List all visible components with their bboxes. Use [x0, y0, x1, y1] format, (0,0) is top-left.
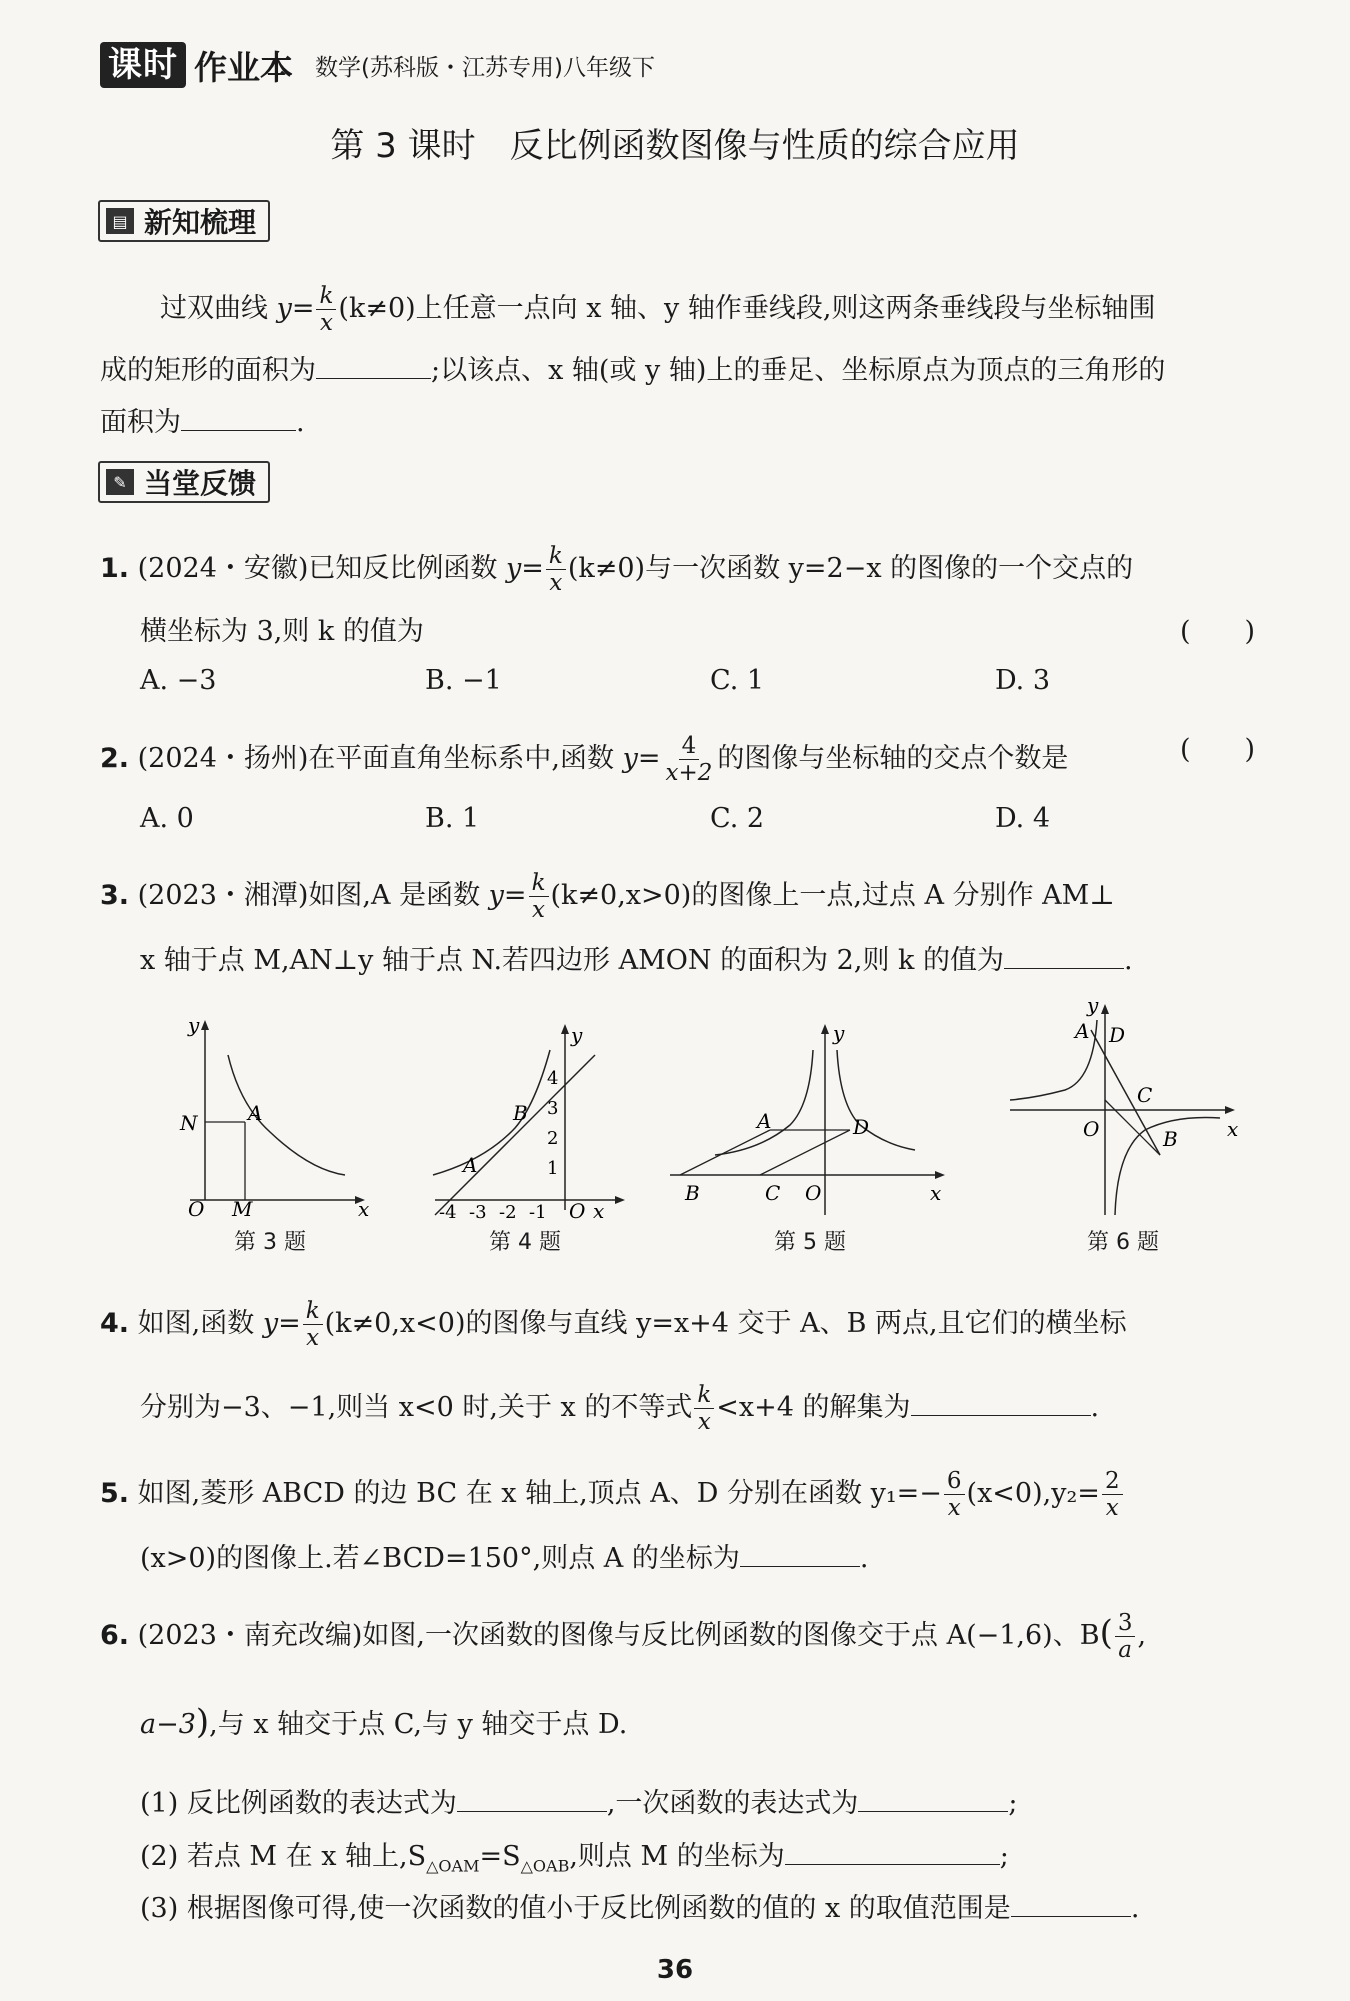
option-b[interactable]: B. −1	[425, 665, 502, 696]
figure-6-caption: 第 6 题	[1087, 1230, 1159, 1255]
tick-3: 3	[547, 1098, 559, 1119]
answer-blank[interactable]	[858, 1785, 1008, 1812]
label-b: B	[513, 1101, 528, 1125]
book-icon: ▤	[106, 208, 134, 234]
label-y: y	[833, 1021, 845, 1045]
question-6-line-1: 6. (2023・南充改编)如图,一次函数的图像与反比例函数的图像交于点 A(−1,6)、B( $\frac{3}{a}$ ,	[100, 1610, 1147, 1663]
label-m: M	[232, 1197, 253, 1220]
knowledge-line-2: 成的矩形的面积为 ;以该点、x 轴(或 y 轴)上的垂足、坐标原点为顶点的三角形的	[100, 352, 1165, 388]
figure-6	[1005, 990, 1245, 1220]
option-c[interactable]: C. 2	[710, 803, 765, 834]
answer-blank[interactable]	[1004, 942, 1124, 969]
label-a: A	[1075, 1019, 1090, 1043]
page-header	[100, 42, 655, 88]
knowledge-line-3: 面积为 .	[100, 404, 305, 440]
section-label: 当堂反馈	[144, 467, 257, 500]
option-a[interactable]: A. −3	[140, 665, 217, 696]
label-a: A	[463, 1153, 478, 1177]
tick-2: 2	[547, 1128, 559, 1149]
lesson-title: 第 3 课时 反比例函数图像与性质的综合应用	[330, 126, 1020, 166]
label-x: x	[358, 1197, 370, 1220]
question-5-line-1: 5. 如图,菱形 ABCD 的边 BC 在 x 轴上,顶点 A、D 分别在函数 y₁=− $\frac{6}{x}$ (x<0),y₂= $\frac{2}{x}$	[100, 1468, 1125, 1521]
answer-blank[interactable]	[181, 404, 296, 431]
brand-title: 作业本	[194, 47, 293, 87]
question-6-part-3: (3) 根据图像可得,使一次函数的值小于反比例函数的值的 x 的取值范围是 .	[140, 1890, 1139, 1926]
label-c: C	[765, 1181, 781, 1205]
label-o: O	[188, 1197, 205, 1220]
label-b: B	[685, 1181, 700, 1205]
label-c: C	[1137, 1083, 1153, 1107]
label-o: O	[1083, 1117, 1100, 1141]
answer-blank[interactable]	[911, 1389, 1091, 1416]
question-1-line-2: 横坐标为 3,则 k 的值为	[140, 616, 424, 647]
question-6-part-1: (1) 反比例函数的表达式为 ,一次函数的表达式为 ;	[140, 1785, 1018, 1821]
tick-4: 4	[547, 1068, 559, 1089]
option-d[interactable]: D. 4	[995, 803, 1051, 834]
question-5-line-2: (x>0)的图像上.若∠BCD=150°,则点 A 的坐标为 .	[140, 1540, 868, 1576]
label-a: A	[248, 1101, 263, 1125]
tick-neg3: -3	[469, 1202, 487, 1220]
option-d[interactable]: D. 3	[995, 665, 1051, 696]
brand-logo: 课时	[100, 42, 186, 88]
option-b[interactable]: B. 1	[425, 803, 480, 834]
tick-neg4: -4	[439, 1202, 457, 1220]
question-6-part-2: (2) 若点 M 在 x 轴上$,S_{\triangle OAM}=S_{\triangle OAB}$,则点 M 的坐标为 ;	[140, 1838, 1009, 1883]
answer-blank[interactable]	[785, 1838, 1000, 1865]
label-o: O	[805, 1181, 822, 1205]
answer-blank[interactable]	[1011, 1890, 1131, 1917]
answer-parentheses[interactable]: ( )	[1180, 734, 1256, 765]
figure-4-caption: 第 4 题	[489, 1230, 561, 1255]
knowledge-line-1: 过双曲线 y= $\frac{k}{x}$ (k≠0)上任意一点向 x 轴、y 轴作垂线段,则这两条垂线段与坐标轴围	[160, 283, 1156, 336]
label-y: y	[1087, 993, 1099, 1017]
page-number: 36	[656, 1955, 694, 1985]
section-label: 新知梳理	[144, 206, 257, 239]
tick-1: 1	[547, 1158, 559, 1179]
fraction: $\frac{k}{x}$	[316, 283, 336, 336]
label-b: B	[1163, 1127, 1178, 1151]
question-3-line-2: x 轴于点 M,AN⊥y 轴于点 N.若四边形 AMON 的面积为 2,则 k 的值为 .	[140, 942, 1133, 978]
figure-3	[170, 1010, 380, 1220]
label-y: y	[188, 1013, 200, 1037]
option-a[interactable]: A. 0	[140, 803, 194, 834]
answer-blank[interactable]	[457, 1785, 607, 1812]
label-d: D	[853, 1115, 870, 1139]
answer-blank[interactable]	[316, 352, 431, 379]
answer-blank[interactable]	[740, 1540, 860, 1567]
section-feedback	[98, 461, 270, 503]
figure-5-caption: 第 5 题	[774, 1230, 846, 1255]
question-1-line-1: 1. (2024・安徽)已知反比例函数 y= $\frac{k}{x}$ (k≠0)与一次函数 y=2−x 的图像的一个交点的	[100, 543, 1134, 596]
label-n: N	[180, 1111, 198, 1135]
tick-neg2: -2	[499, 1202, 517, 1220]
question-2-line-1: 2. (2024・扬州)在平面直角坐标系中,函数 y= $\frac{4}{x+2}$ 的图像与坐标轴的交点个数是	[100, 733, 1069, 786]
question-6-line-2: a−3),与 x 轴交于点 C,与 y 轴交于点 D.	[140, 1702, 628, 1742]
figure-4	[425, 1010, 635, 1220]
label-y: y	[571, 1023, 583, 1047]
label-a: A	[757, 1109, 772, 1133]
question-3-line-1: 3. (2023・湘潭)如图,A 是函数 y= $\frac{k}{x}$ (k≠0,x>0)的图像上一点,过点 A 分别作 AM⊥	[100, 870, 1115, 923]
label-x: x	[930, 1181, 942, 1205]
question-4-line-2: 分别为−3、−1,则当 x<0 时,关于 x 的不等式 $\frac{k}{x}$ <x+4 的解集为 .	[140, 1382, 1100, 1435]
section-new-knowledge	[98, 200, 270, 242]
tick-neg1: -1	[529, 1202, 547, 1220]
subject-label: 数学(苏科版・江苏专用)八年级下	[315, 54, 655, 81]
figure-5	[665, 1010, 955, 1220]
pencil-icon: ✎	[106, 469, 134, 495]
label-x: x	[1227, 1117, 1239, 1141]
answer-parentheses[interactable]: ( )	[1180, 616, 1256, 647]
label-o: O	[569, 1199, 586, 1220]
label-d: D	[1109, 1023, 1126, 1047]
question-4-line-1: 4. 如图,函数 y= $\frac{k}{x}$ (k≠0,x<0)的图像与直线 y=x+4 交于 A、B 两点,且它们的横坐标	[100, 1298, 1127, 1351]
option-c[interactable]: C. 1	[710, 665, 765, 696]
label-x: x	[593, 1199, 605, 1220]
figure-3-caption: 第 3 题	[234, 1230, 306, 1255]
